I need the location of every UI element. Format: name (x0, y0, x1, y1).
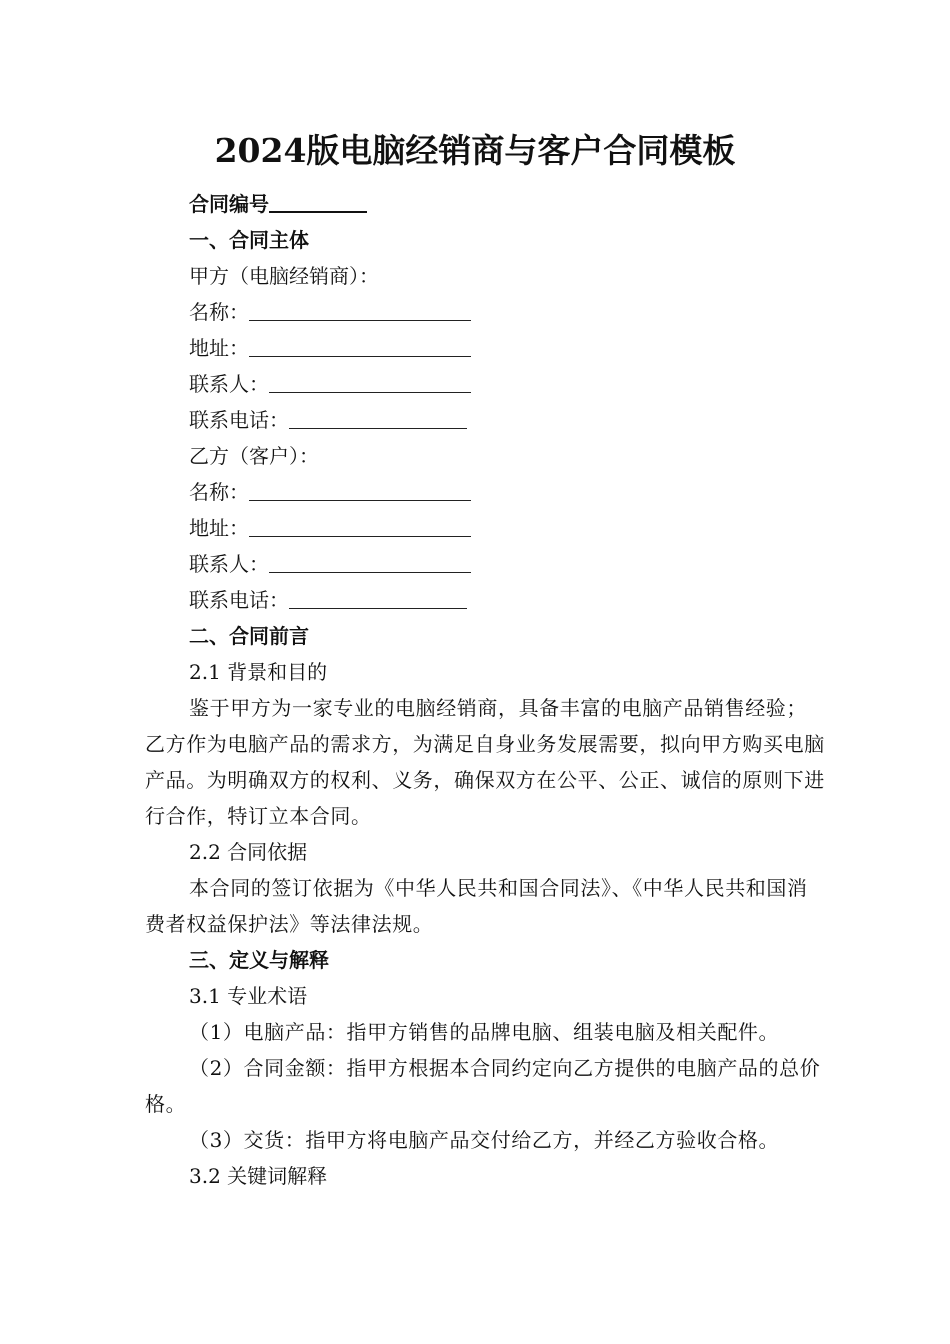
field-label: 联系人： (189, 372, 269, 396)
field-label: 地址： (189, 516, 249, 540)
contract-number-label: 合同编号 (189, 192, 269, 216)
party-a-phone-line (145, 402, 825, 438)
field-label: 联系人： (189, 552, 269, 576)
definition-item: （1）电脑产品：指甲方销售的品牌电脑、组装电脑及相关配件。 (189, 1020, 780, 1044)
party-a-contact-line (145, 366, 825, 402)
party-a-address-line (145, 330, 825, 366)
party-a-name-line (145, 294, 825, 330)
field-label: 联系电话： (189, 588, 289, 612)
document-title: 2024版电脑经销商与客户合同模板 (214, 131, 736, 170)
fill-blank (249, 514, 471, 537)
party-a-label: 甲方（电脑经销商）： (189, 264, 379, 288)
field-label: 名称： (189, 480, 249, 504)
field-label: 名称： (189, 300, 249, 324)
field-label: 联系电话： (189, 408, 289, 432)
paragraph-legal-basis: 本合同的签订依据为《中华人民共和国合同法》、《中华人民共和国消费者权益保护法》等法律法规。 (145, 876, 808, 936)
contract-number-line (145, 186, 825, 222)
contract-number-blank (269, 189, 367, 213)
field-label: 地址： (189, 336, 249, 360)
definition-item: （3）交货：指甲方将电脑产品交付给乙方，并经乙方验收合格。 (189, 1128, 780, 1152)
fill-blank (249, 298, 471, 321)
definition-item: （2）合同金额：指甲方根据本合同约定向乙方提供的电脑产品的总价格。 (145, 1056, 821, 1116)
subsection-2-1: 2.1 背景和目的 (189, 660, 328, 684)
subsection-3-1: 3.1 专业术语 (189, 984, 308, 1008)
fill-blank (289, 406, 467, 429)
document-body (145, 186, 825, 1194)
paragraph-background: 鉴于甲方为一家专业的电脑经销商，具备丰富的电脑产品销售经验；乙方作为电脑产品的需求方，为满足自身业务发展需要，拟向甲方购买电脑产品。为明确双方的权利、义务，确保双方在公平、公正、诚信的原则下进行合作，特订立本合同。 (145, 696, 825, 828)
section-2-heading: 二、合同前言 (189, 624, 309, 648)
fill-blank (269, 550, 471, 573)
party-b-label: 乙方（客户）： (189, 444, 319, 468)
subsection-2-2: 2.2 合同依据 (189, 840, 308, 864)
fill-blank (269, 370, 471, 393)
party-b-name-line (145, 474, 825, 510)
party-b-contact-line (145, 546, 825, 582)
party-b-address-line (145, 510, 825, 546)
fill-blank (249, 478, 471, 501)
fill-blank (289, 586, 467, 609)
fill-blank (249, 334, 471, 357)
section-1-heading: 一、合同主体 (189, 228, 309, 252)
section-3-heading: 三、定义与解释 (189, 948, 329, 972)
subsection-3-2: 3.2 关键词解释 (189, 1164, 328, 1188)
party-b-phone-line (145, 582, 825, 618)
